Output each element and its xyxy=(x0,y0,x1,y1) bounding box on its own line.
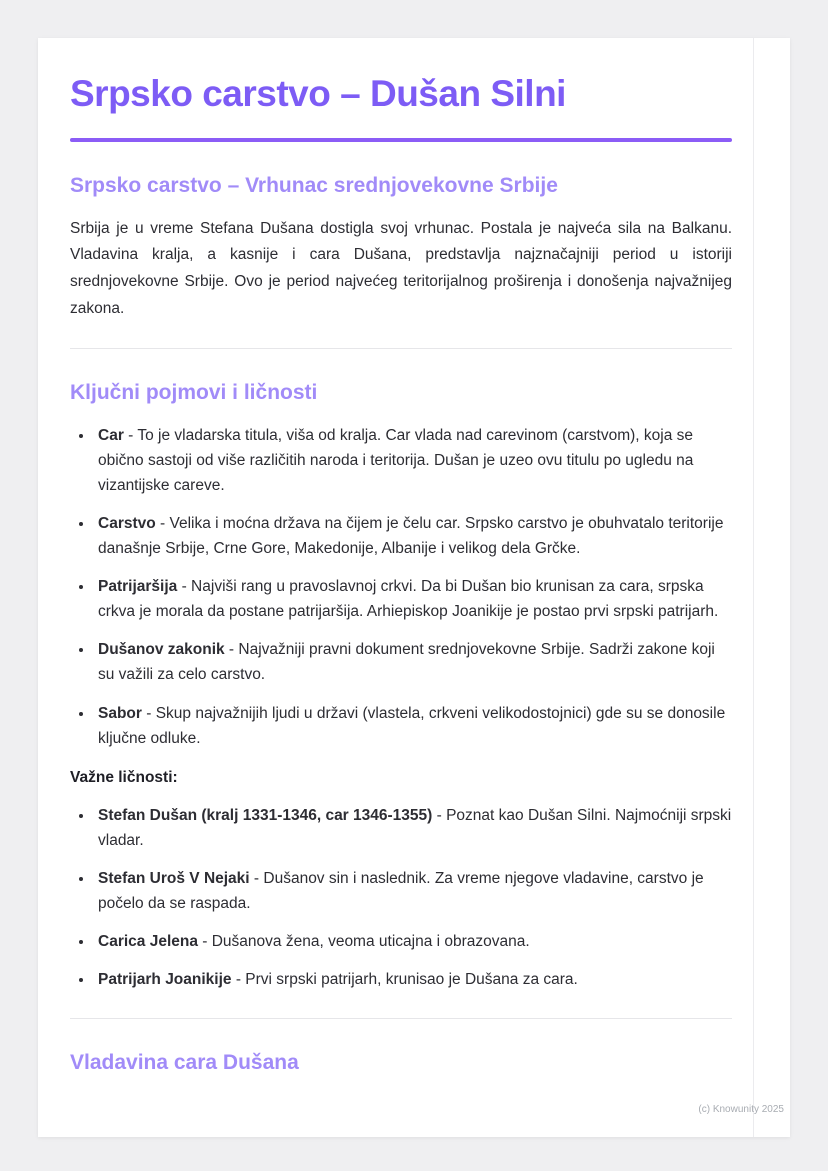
person-description: - Dušanova žena, veoma uticajna i obrazovana. xyxy=(197,933,530,951)
section-heading-overview: Srpsko carstvo – Vrhunac srednjovekovne Srbije xyxy=(70,174,558,198)
person-name: Stefan Uroš V Nejaki xyxy=(98,870,250,888)
document-page xyxy=(38,38,790,1137)
term-definition: - Najviši rang u pravoslavnoj crkvi. Da bi Dušan bio krunisan za cara, srpska crkva je morala da postane patrijaršija. Arhiepiskop Joanikije je postao prvi srpski patrijarh. xyxy=(98,578,719,621)
term-label: Carstvo xyxy=(98,514,156,532)
watermark-text: (c) Knowunity 2025 xyxy=(698,1104,784,1115)
term-label: Dušanov zakonik xyxy=(98,641,225,659)
page-edge-line xyxy=(753,38,754,1137)
subheading-important-people: Važne ličnosti: xyxy=(70,768,178,786)
list-item xyxy=(94,929,732,954)
list-item xyxy=(94,423,732,498)
section-heading-key-terms: Ključni pojmovi i ličnosti xyxy=(70,381,318,405)
list-item xyxy=(94,803,732,853)
term-definition: - Najvažniji pravni dokument srednjovekovne Srbije. Sadrži zakone koji su važili za celo carstvo. xyxy=(98,641,715,684)
list-item xyxy=(94,866,732,916)
person-description: - Dušanov sin i naslednik. Za vreme njegove vladavine, carstvo je počelo da se raspada. xyxy=(98,870,704,913)
document-title: Srpsko carstvo – Dušan Silni xyxy=(70,73,566,114)
list-item xyxy=(94,511,732,561)
list-item xyxy=(94,701,732,751)
person-description: - Prvi srpski patrijarh, krunisao je Dušana za cara. xyxy=(231,971,578,989)
person-name: Stefan Dušan (kralj 1331-1346, car 1346-1355) xyxy=(98,806,433,824)
overview-paragraph: Srbija je u vreme Stefana Dušana dostigla svoj vrhunac. Postala je najveća sila na Balkanu. Vladavina kralja, a kasnije i cara Dušana, predstavlja najznačajniji period u istoriji srednjovekovne Srbije. Ovo je period najvećeg teritorijalnog proširenja i donošenja najvažnijeg zakona. xyxy=(70,219,732,317)
term-definition: - To je vladarska titula, viša od kralja. Car vlada nad carevinom (carstvom), koja se obično sastoji od više različitih naroda i teritorija. Dušan je uzeo ovu titulu po ugledu na vizantijske careve. xyxy=(98,426,694,494)
term-definition: - Skup najvažnijih ljudi u državi (vlastela, crkveni velikodostojnici) gde su se donosile ključne odluke. xyxy=(98,704,726,747)
term-label: Car xyxy=(98,426,124,444)
important-people-list xyxy=(72,803,732,993)
section-divider xyxy=(70,348,732,349)
term-label: Sabor xyxy=(98,704,142,722)
list-item xyxy=(94,967,732,992)
section-heading-vladavina: Vladavina cara Dušana xyxy=(70,1051,299,1075)
list-item xyxy=(94,637,732,687)
key-terms-list xyxy=(72,423,732,751)
person-name: Patrijarh Joanikije xyxy=(98,971,232,989)
section-divider xyxy=(70,1018,732,1019)
term-label: Patrijaršija xyxy=(98,578,178,596)
term-definition: - Velika i moćna država na čijem je čelu car. Srpsko carstvo je obuhvatalo teritorije današnje Srbije, Crne Gore, Makedonije, Albanije i velikog dela Grčke. xyxy=(98,514,724,558)
title-accent-rule xyxy=(70,138,732,142)
list-item xyxy=(94,574,732,624)
person-name: Carica Jelena xyxy=(98,933,198,951)
person-description: - Poznat kao Dušan Silni. Najmoćniji srpski vladar. xyxy=(98,806,732,849)
